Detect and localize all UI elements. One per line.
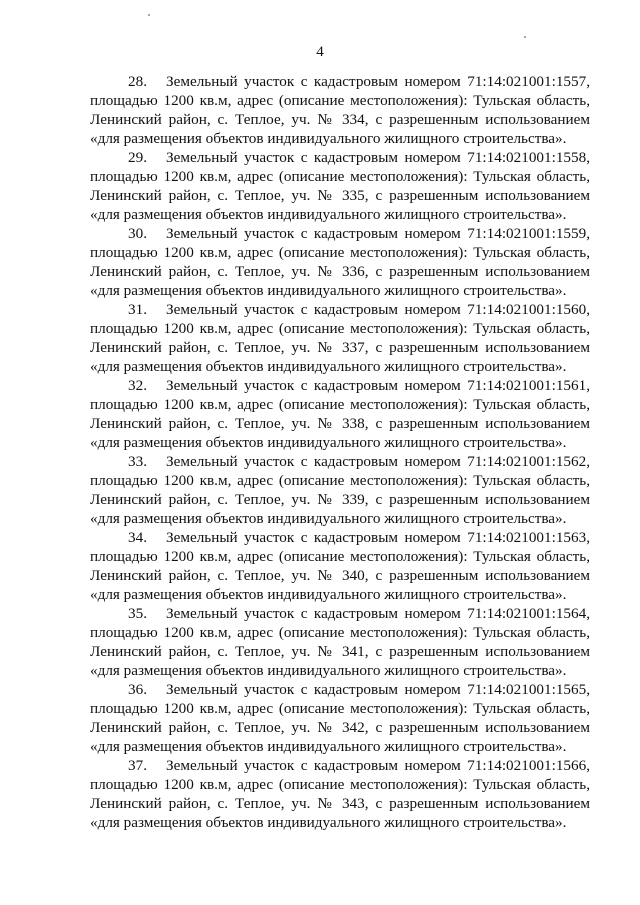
item-number: 30. (128, 225, 147, 242)
land-plot-list (90, 72, 590, 832)
item-text: Земельный участок с кадастровым номером 71:14:021001:1558, площадью 1200 кв.м, адрес (описание местоположения): Тульская область, Ленинский район, с. Теплое, уч. № 335, с разрешенным использованием «для размещения объектов индивидуального жилищного строительства». (90, 149, 590, 223)
list-item (90, 72, 590, 148)
item-text: Земельный участок с кадастровым номером 71:14:021001:1565, площадью 1200 кв.м, адрес (описание местоположения): Тульская область, Ленинский район, с. Теплое, уч. № 342, с разрешенным использованием «для размещения объектов индивидуального жилищного строительства». (90, 681, 590, 755)
item-text: Земельный участок с кадастровым номером 71:14:021001:1560, площадью 1200 кв.м, адрес (описание местоположения): Тульская область, Ленинский район, с. Теплое, уч. № 337, с разрешенным использованием «для размещения объектов индивидуального жилищного строительства». (90, 301, 590, 375)
item-text: Земельный участок с кадастровым номером 71:14:021001:1562, площадью 1200 кв.м, адрес (описание местоположения): Тульская область, Ленинский район, с. Теплое, уч. № 339, с разрешенным использованием «для размещения объектов индивидуального жилищного строительства». (90, 453, 590, 527)
list-item (90, 148, 590, 224)
item-number: 32. (128, 377, 147, 394)
item-number: 29. (128, 149, 147, 166)
list-item (90, 300, 590, 376)
item-text: Земельный участок с кадастровым номером 71:14:021001:1557, площадью 1200 кв.м, адрес (описание местоположения): Тульская область, Ленинский район, с. Теплое, уч. № 334, с разрешенным использованием «для размещения объектов индивидуального жилищного строительства». (90, 73, 590, 147)
item-number: 35. (128, 605, 147, 622)
item-text: Земельный участок с кадастровым номером 71:14:021001:1563, площадью 1200 кв.м, адрес (описание местоположения): Тульская область, Ленинский район, с. Теплое, уч. № 340, с разрешенным использованием «для размещения объектов индивидуального жилищного строительства». (90, 529, 590, 603)
item-text: Земельный участок с кадастровым номером 71:14:021001:1564, площадью 1200 кв.м, адрес (описание местоположения): Тульская область, Ленинский район, с. Теплое, уч. № 341, с разрешенным использованием «для размещения объектов индивидуального жилищного строительства». (90, 605, 590, 679)
item-text: Земельный участок с кадастровым номером 71:14:021001:1561, площадью 1200 кв.м, адрес (описание местоположения): Тульская область, Ленинский район, с. Теплое, уч. № 338, с разрешенным использованием «для размещения объектов индивидуального жилищного строительства». (90, 377, 590, 451)
item-text: Земельный участок с кадастровым номером 71:14:021001:1566, площадью 1200 кв.м, адрес (описание местоположения): Тульская область, Ленинский район, с. Теплое, уч. № 343, с разрешенным использованием «для размещения объектов индивидуального жилищного строительства». (90, 757, 590, 831)
list-item (90, 224, 590, 300)
item-number: 36. (128, 681, 147, 698)
list-item (90, 376, 590, 452)
list-item (90, 756, 590, 832)
scan-dust-mark (148, 14, 150, 16)
item-number: 28. (128, 73, 147, 90)
list-item (90, 528, 590, 604)
list-item (90, 680, 590, 756)
scan-dust-mark (524, 36, 526, 38)
item-number: 33. (128, 453, 147, 470)
page-number: 4 (316, 44, 324, 60)
list-item (90, 604, 590, 680)
list-item (90, 452, 590, 528)
item-text: Земельный участок с кадастровым номером 71:14:021001:1559, площадью 1200 кв.м, адрес (описание местоположения): Тульская область, Ленинский район, с. Теплое, уч. № 336, с разрешенным использованием «для размещения объектов индивидуального жилищного строительства». (90, 225, 590, 299)
item-number: 34. (128, 529, 147, 546)
item-number: 37. (128, 757, 147, 774)
item-number: 31. (128, 301, 147, 318)
